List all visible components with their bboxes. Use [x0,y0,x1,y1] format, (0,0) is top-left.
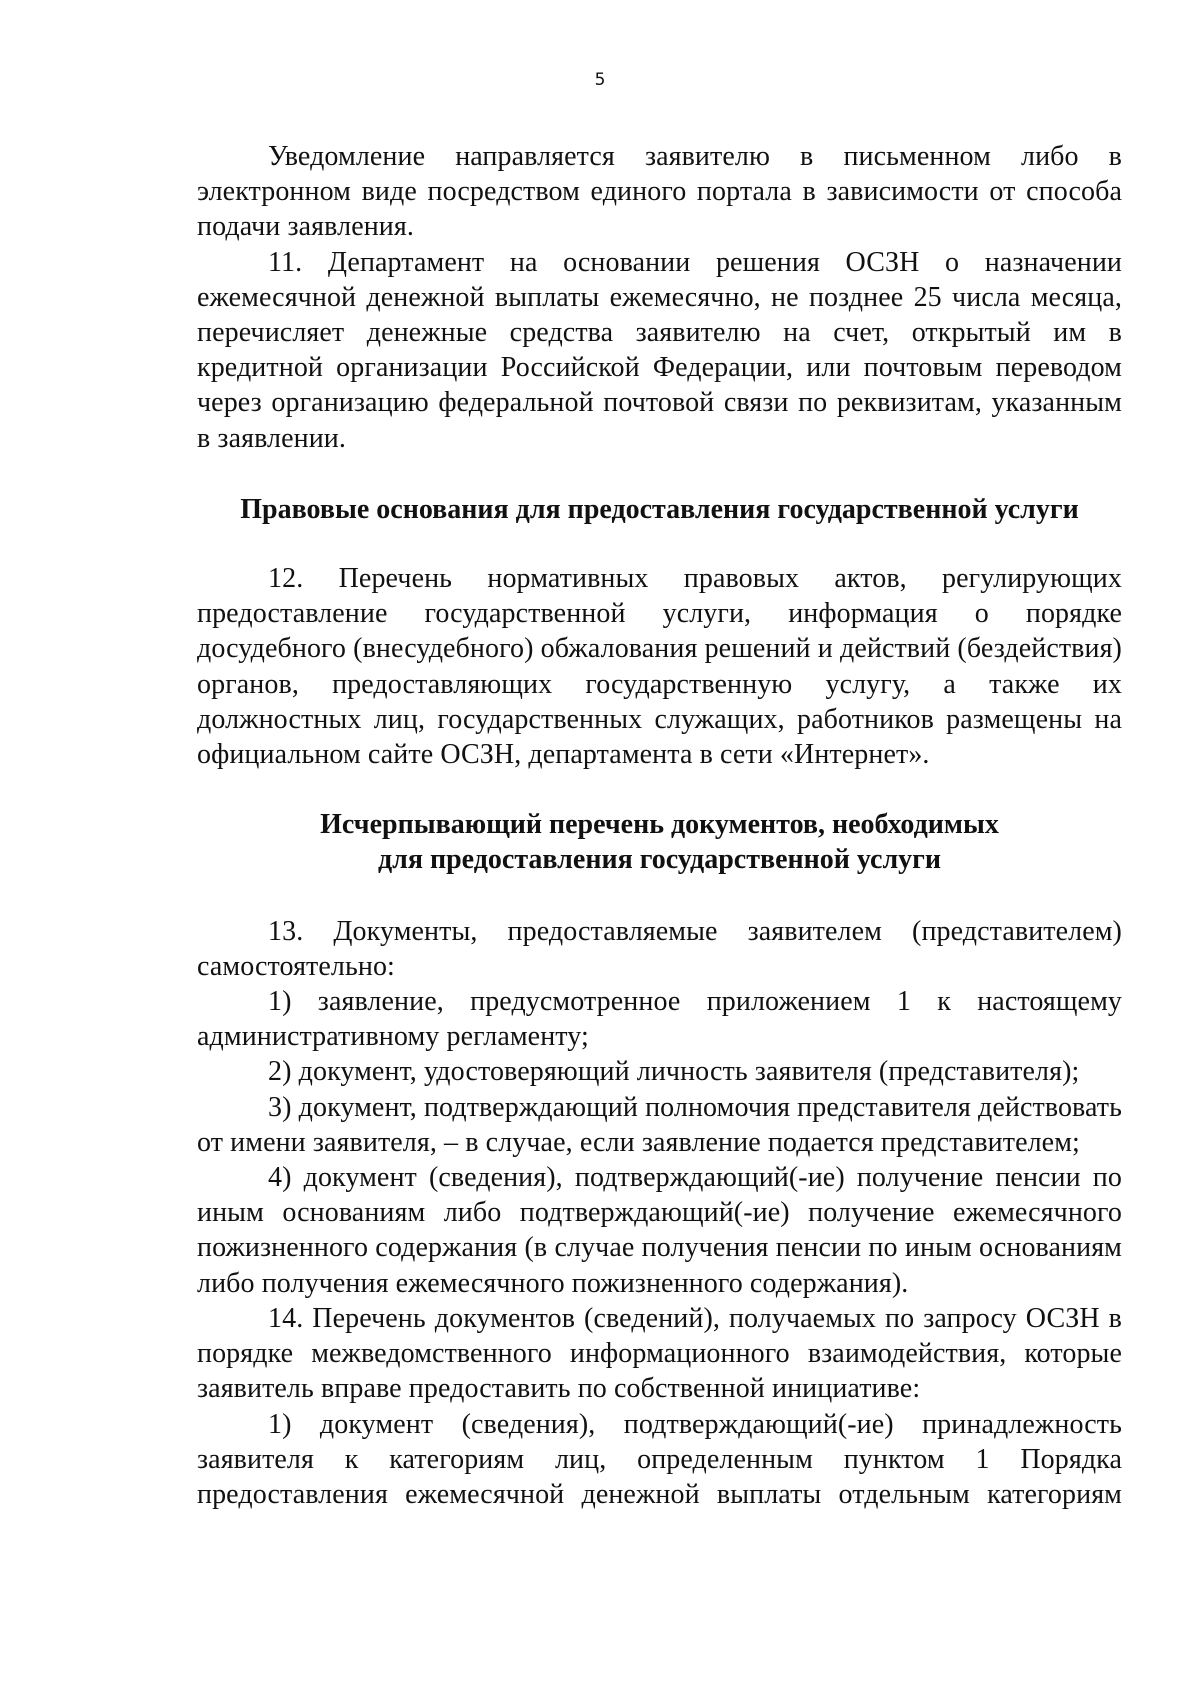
paragraph-item-11: 11. Департамент на основании решения ОСЗН о назначении ежемесячной денежной выплаты ежемесячно, не позднее 25 числа месяца, перечисляет денежные средства заявителю на счет, открытый им в кредитной организации Российской Федерации, или почтовым переводом через организацию федеральной почтовой связи по реквизитам, указанным в заявлении. [197,246,1122,454]
paragraph-item-14: 14. Перечень документов (сведений), получаемых по запросу ОСЗН в порядке межведомственного информационного взаимодействия, которые заявитель вправе предоставить по собственной инициативе: [197,1302,1122,1405]
section-heading-documents [197,807,1122,877]
list-item-13-4: 4) документ (сведения), подтверждающий(-ие) получение пенсии по иным основаниям либо подтверждающий(-ие) получение ежемесячного пожизненного содержания (в случае получения пенсии по иным основаниям либо получения ежемесячного пожизненного содержания). [197,1162,1122,1299]
document-body [197,139,1122,1512]
list-item-14-1: 1) документ (сведения), подтверждающий(-ие) принадлежность заявителя к категориям лиц, определенным пунктом 1 Порядка предоставления ежемесячной денежной выплаты отдельным категориям [197,1408,1122,1510]
list-item-13-2: 2) документ, удостоверяющий личность заявителя (представителя); [268,1056,1080,1088]
section-heading-legal-basis-text: Правовые основания для предоставления государственной услуги [240,493,1079,525]
intro-paragraph: Уведомление направляется заявителю в письменном либо в электронном виде посредством единого портала в зависимости от способа подачи заявления. [197,141,1122,243]
section-heading-documents-line-2: для предоставления государственной услуги [377,844,942,876]
page-number: 5 [594,70,606,90]
paragraph-item-13: 13. Документы, предоставляемые заявителем (представителем) самостоятельно: [197,915,1122,982]
paragraph-item-12: 12. Перечень нормативных правовых актов, регулирующих предоставление государственной услуги, информация о порядке досудебного (внесудебного) обжалования решений и действий (бездействия) органов, предоставляющих государственную услугу, а также их должностных лиц, государственных служащих, работников размещены на официальном сайте ОСЗН, департамента в сети «Интернет». [197,563,1122,771]
list-item-13-1: 1) заявление, предусмотренное приложением 1 к настоящему административному регламенту; [197,986,1122,1053]
section-heading-documents-line-1: Исчерпывающий перечень документов, необходимых [320,809,999,841]
list-item-13-3: 3) документ, подтверждающий полномочия представителя действовать от имени заявителя, – в случае, если заявление подается представителем; [197,1091,1123,1158]
section-heading-legal-basis [197,492,1122,527]
